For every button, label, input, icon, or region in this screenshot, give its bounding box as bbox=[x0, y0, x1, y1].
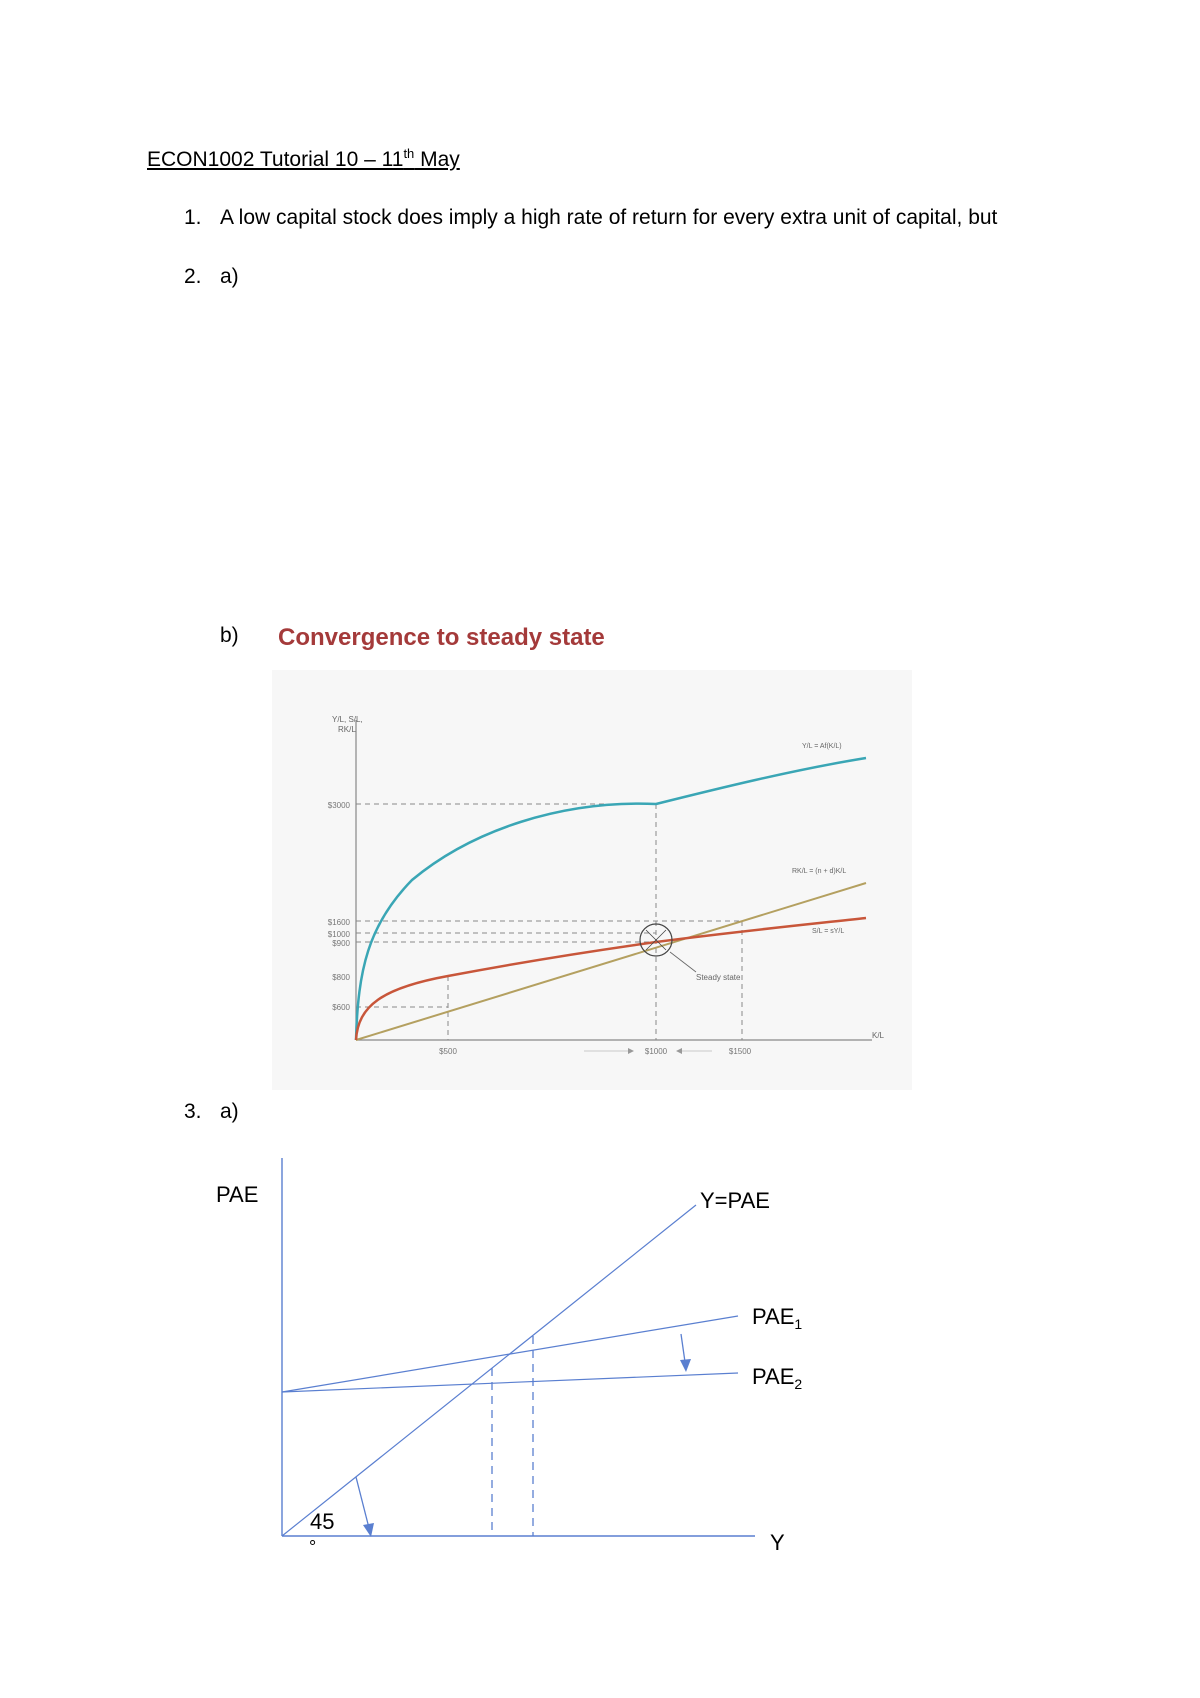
angle-pointer bbox=[356, 1477, 369, 1528]
label-pae2 bbox=[752, 1364, 802, 1392]
saving-label: S/L = sY/L bbox=[812, 928, 845, 935]
label-pae1-sub: 1 bbox=[794, 1316, 803, 1332]
series-pae2 bbox=[282, 1373, 738, 1392]
x-tick-500: $500 bbox=[439, 1047, 457, 1056]
y-tick-600: $600 bbox=[332, 1003, 350, 1012]
ylabel-pae: PAE bbox=[216, 1182, 259, 1207]
item-2-number: 2. bbox=[184, 265, 202, 288]
label-pae1 bbox=[752, 1304, 802, 1332]
x-arrow-right-head bbox=[676, 1048, 682, 1054]
label-pae2-text: PAE bbox=[752, 1364, 795, 1389]
keynesian-cross-diagram bbox=[200, 1150, 900, 1570]
saving-curve bbox=[356, 918, 866, 1040]
y-tick-800: $800 bbox=[332, 973, 350, 982]
item-1-number: 1. bbox=[184, 206, 202, 229]
title-end: May bbox=[414, 148, 460, 171]
part-b-label: b) bbox=[220, 624, 239, 647]
steady-state-pointer bbox=[670, 952, 696, 972]
x-arrow-left-head bbox=[628, 1048, 634, 1054]
y-tick-1600: $1600 bbox=[327, 918, 350, 927]
angle-pointer-head bbox=[363, 1523, 374, 1537]
output-curve-label: Y/L = Af(K/L) bbox=[802, 743, 842, 750]
item-3-text: a) bbox=[220, 1100, 239, 1123]
guide-lines bbox=[356, 804, 742, 1040]
item-3-number: 3. bbox=[184, 1100, 202, 1123]
y-axis-label-1: Y/L, S/L, bbox=[332, 715, 363, 724]
output-curve bbox=[356, 758, 866, 1040]
document-title bbox=[147, 146, 460, 172]
y-tick-900: $900 bbox=[332, 939, 350, 948]
x-tick-1000: $1000 bbox=[644, 1047, 668, 1056]
series-pae1 bbox=[282, 1316, 738, 1392]
x-axis-label: K/L bbox=[872, 1031, 885, 1040]
title-superscript: th bbox=[403, 146, 415, 161]
convergence-chart bbox=[272, 670, 912, 1090]
depreciation-line bbox=[356, 883, 866, 1040]
degree-mark: ° bbox=[309, 1537, 317, 1557]
shift-arrow bbox=[681, 1334, 685, 1362]
y-tick-3000: $3000 bbox=[327, 801, 350, 810]
y-axis-label-2: RK/L bbox=[338, 725, 356, 734]
shift-arrow-head bbox=[680, 1359, 691, 1372]
label-pae1-text: PAE bbox=[752, 1304, 795, 1329]
steady-state-label: Steady state bbox=[696, 973, 741, 982]
y-tick-1000: $1000 bbox=[327, 930, 350, 939]
label-pae2-sub: 2 bbox=[794, 1376, 803, 1392]
convergence-chart-title: Convergence to steady state bbox=[278, 624, 605, 651]
xlabel-y: Y bbox=[770, 1530, 785, 1555]
depreciation-label: RK/L = (n + d)K/L bbox=[792, 868, 847, 875]
x-tick-1500: $1500 bbox=[728, 1047, 752, 1056]
angle-label: 45 bbox=[310, 1509, 335, 1534]
label-y-equals-pae: Y=PAE bbox=[700, 1188, 770, 1213]
title-main: ECON1002 Tutorial 10 – 11 bbox=[147, 148, 404, 171]
item-2-text: a) bbox=[220, 265, 239, 288]
item-1-text: A low capital stock does imply a high rate of return for every extra unit of capital, but bbox=[220, 206, 998, 229]
series-y-equals-pae bbox=[282, 1205, 696, 1536]
